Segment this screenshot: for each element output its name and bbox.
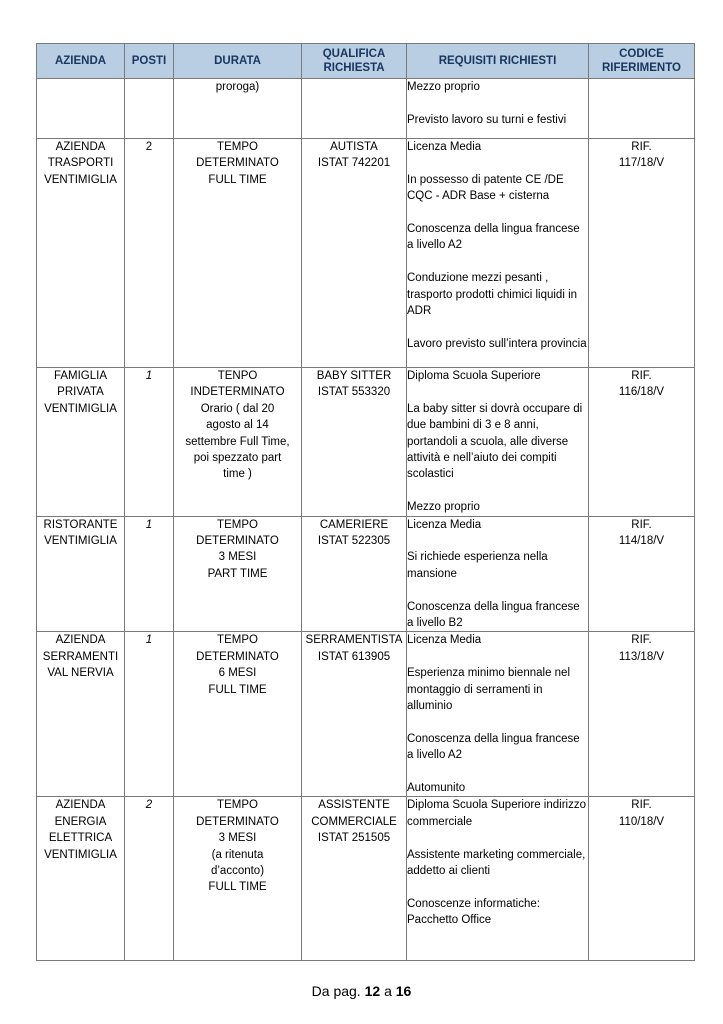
requirement: Si richiede esperienza nella mansione (407, 551, 548, 580)
footer-prefix: Da pag. (311, 983, 361, 999)
cell-requisiti (407, 632, 589, 797)
requirement: Conoscenza della lingua francese a livello A2 (407, 732, 580, 762)
cell-requisiti (407, 516, 589, 632)
requirement: Mezzo proprio (407, 501, 480, 514)
cell-posti: 2 (125, 139, 174, 368)
table-row (37, 632, 695, 797)
cell-azienda: RISTORANTE VENTIMIGLIA (37, 516, 125, 632)
requirement: Diploma Scuola Superiore indirizzo commerciale (407, 799, 586, 828)
cell-requisiti (407, 797, 589, 961)
cell-qualifica: AUTISTA ISTAT 742201 (302, 139, 407, 368)
requirement: Licenza Media (407, 141, 482, 153)
cell-qualifica: BABY SITTER ISTAT 553320 (302, 368, 407, 517)
requirement: Conoscenza della lingua francese a livello A2 (407, 223, 580, 252)
table-row (37, 79, 695, 139)
cell-durata: TENPO INDETERMINATO Orario ( dal 20 agosto al 14 settembre Full Time, poi spezzato part time ) (174, 368, 302, 517)
cell-azienda: FAMIGLIA PRIVATA VENTIMIGLIA (37, 368, 125, 517)
requirement: Assistente marketing commerciale, addetto ai clienti (407, 848, 586, 878)
requirement: Conoscenza della lingua francese a livello B2 (407, 600, 580, 630)
table-row (37, 797, 695, 961)
cell-azienda: AZIENDA ENERGIA ELETTRICA VENTIMIGLIA (37, 797, 125, 961)
requirement: Licenza Media (407, 518, 482, 531)
total-pages-number: 16 (395, 983, 412, 999)
cell-azienda: AZIENDA SERRAMENTI VAL NERVIA (37, 632, 125, 797)
table-row (37, 368, 695, 517)
table-row (37, 516, 695, 632)
current-page-number: 12 (364, 983, 381, 999)
requirement: Previsto lavoro su turni e festivi (407, 113, 567, 126)
requirement: Esperienza minimo biennale nel montaggio di serramenti in alluminio (407, 667, 571, 713)
requirement: Conoscenze informatiche: Pacchetto Office (407, 897, 540, 927)
cell-qualifica (302, 79, 407, 139)
footer-separator: a (384, 983, 392, 999)
header-codice: CODICE RIFERIMENTO (589, 44, 695, 79)
cell-durata: TEMPO DETERMINATO 6 MESI FULL TIME (174, 632, 302, 797)
requirement: Mezzo proprio (407, 81, 480, 93)
cell-posti: 1 (125, 368, 174, 517)
cell-azienda (37, 79, 125, 139)
header-durata: DURATA (174, 44, 302, 79)
cell-durata: TEMPO DETERMINATO 3 MESI PART TIME (174, 516, 302, 632)
header-posti: POSTI (125, 44, 174, 79)
requirement: In possesso di patente CE /DE CQC - ADR Base + cisterna (407, 173, 564, 203)
table-row (37, 139, 695, 368)
cell-durata: TEMPO DETERMINATO FULL TIME (174, 139, 302, 368)
requirement: La baby sitter si dovrà occupare di due bambini di 3 e 8 anni, portandoli a scuola, alle diverse attività e nell’aiuto dei compiti scolastici (407, 402, 583, 481)
cell-qualifica: SERRAMENTISTA ISTAT 613905 (302, 632, 407, 797)
requirement: Diploma Scuola Superiore (407, 370, 541, 382)
requirement: Licenza Media (407, 634, 482, 647)
cell-codice (589, 79, 695, 139)
cell-codice: RIF. 113/18/V (589, 632, 695, 797)
cell-qualifica: CAMERIERE ISTAT 522305 (302, 516, 407, 632)
requirement: Lavoro previsto sull’intera provincia (407, 337, 587, 350)
table-header-row (37, 44, 695, 79)
cell-codice: RIF. 117/18/V (589, 139, 695, 368)
cell-codice: RIF. 114/18/V (589, 516, 695, 632)
cell-requisiti (407, 139, 589, 368)
job-offers-table (36, 43, 695, 961)
requirement: Automunito (407, 782, 466, 795)
cell-durata: proroga) (174, 79, 302, 139)
cell-codice: RIF. 116/18/V (589, 368, 695, 517)
cell-posti: 1 (125, 516, 174, 632)
header-requisiti: REQUISITI RICHIESTI (407, 44, 589, 79)
cell-posti (125, 79, 174, 139)
page-footer (0, 983, 723, 999)
cell-posti: 1 (125, 632, 174, 797)
cell-qualifica: ASSISTENTE COMMERCIALE ISTAT 251505 (302, 797, 407, 961)
cell-requisiti (407, 79, 589, 139)
cell-posti: 2 (125, 797, 174, 961)
header-azienda: AZIENDA (37, 44, 125, 79)
cell-codice: RIF. 110/18/V (589, 797, 695, 961)
cell-azienda: AZIENDA TRASPORTI VENTIMIGLIA (37, 139, 125, 368)
header-qualifica: QUALIFICA RICHIESTA (302, 44, 407, 79)
requirement: Conduzione mezzi pesanti , trasporto prodotti chimici liquidi in ADR (407, 272, 578, 318)
cell-requisiti (407, 368, 589, 517)
cell-durata: TEMPO DETERMINATO 3 MESI (a ritenuta d’acconto) FULL TIME (174, 797, 302, 961)
